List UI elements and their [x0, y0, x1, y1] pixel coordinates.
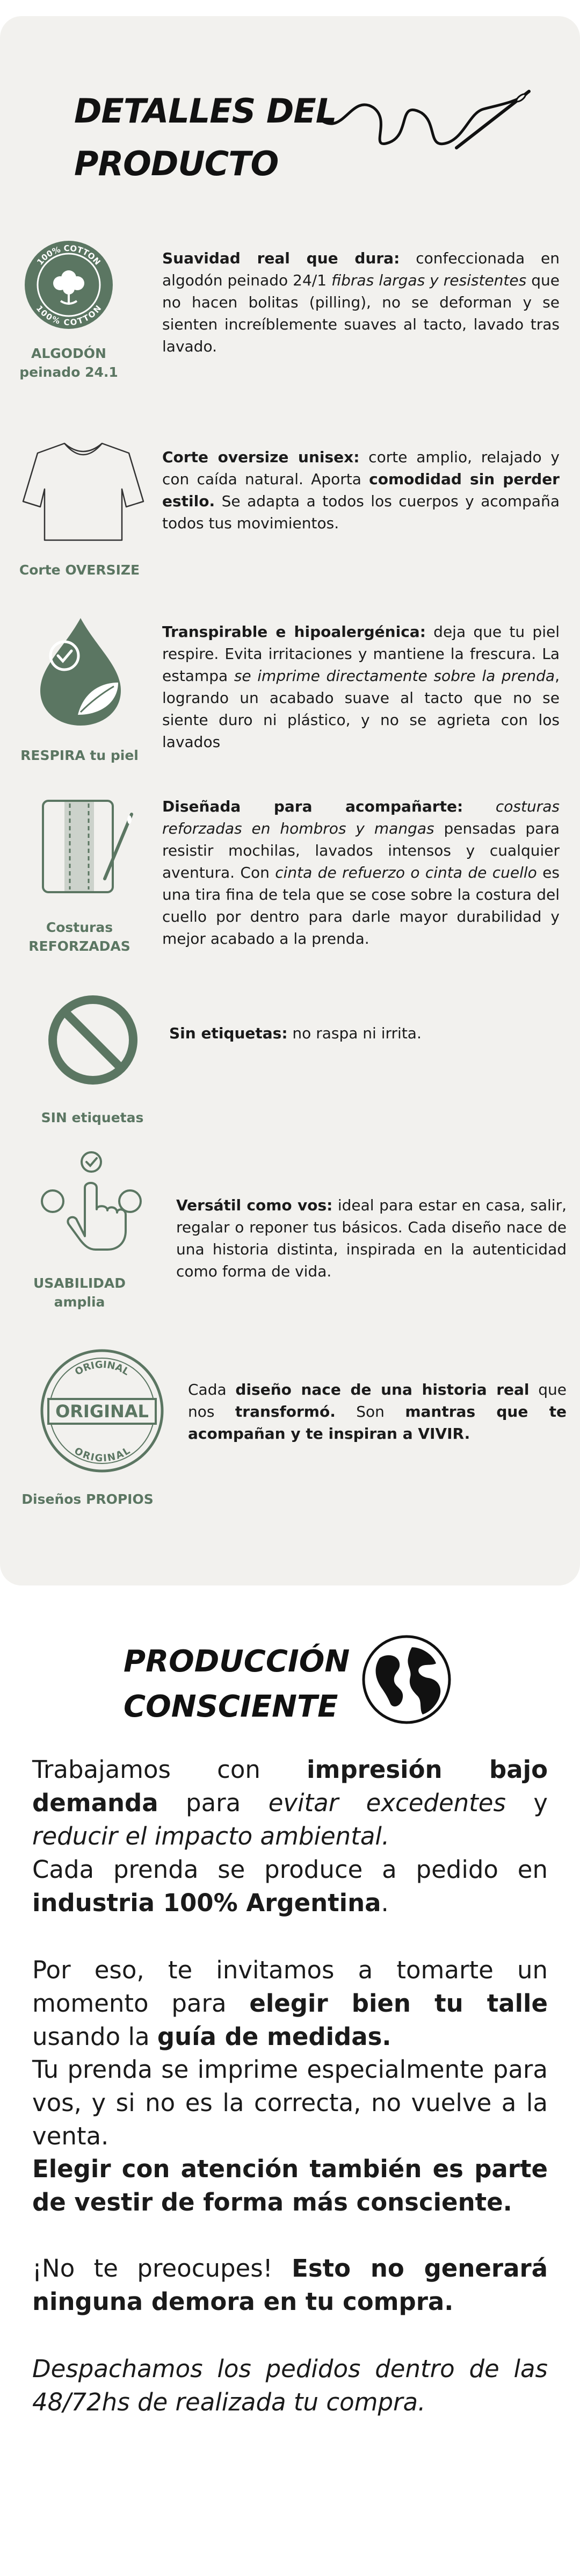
- feature-original: [21, 1344, 567, 1526]
- no-label-icon: [47, 994, 139, 1086]
- paragraph-6: [32, 2252, 548, 2319]
- globe-icon: [361, 1634, 452, 1725]
- stamp-text-top: ORIGINAL: [73, 1359, 132, 1378]
- text-run: Trabajamos con: [32, 1755, 307, 1784]
- feature-seams: [21, 795, 564, 989]
- feature-text-original: [188, 1379, 567, 1445]
- feature-cotton: [21, 231, 564, 408]
- text-run: usando la: [32, 2022, 157, 2051]
- text-run: [463, 798, 496, 815]
- caption-no-labels: SIN etiquetas: [41, 1110, 144, 1125]
- caption-original: Diseños PROPIOS: [21, 1491, 154, 1507]
- bold-text: mantras que te acompañan y te inspiran a VIVIR.: [188, 1403, 567, 1443]
- bold-text: comodidad sin perder estilo.: [162, 470, 560, 510]
- italic-text: Despachamos los pedidos dentro de las 48/72hs de realizada tu compra.: [32, 2355, 548, 2416]
- bold-text: transformó.: [235, 1403, 336, 1420]
- section2-title-line-1: PRODUCCIÓN: [124, 1644, 350, 1679]
- caption-breathable: RESPIRA tu piel: [20, 748, 139, 763]
- paragraph-1: [32, 1753, 548, 1853]
- drop-leaf-icon: [32, 615, 129, 728]
- paragraph-5: [32, 2152, 548, 2219]
- caption-cotton: ALGODÓN peinado 24.1: [19, 346, 118, 380]
- bold-text: industria 100% Argentina: [32, 1889, 381, 1917]
- paragraph-7: [32, 2352, 548, 2419]
- text-run: Son: [335, 1403, 405, 1420]
- title-line-1: DETALLES DEL: [74, 91, 337, 131]
- bold-text: Esto no generará ninguna demora en tu compra.: [32, 2254, 548, 2316]
- stitched-fabric-icon: [40, 798, 137, 895]
- feature-text-no-labels: [169, 1022, 567, 1044]
- bold-text: diseño nace de una historia real: [235, 1381, 530, 1398]
- svg-text:ORIGINAL: [72, 1445, 132, 1464]
- feature-text-versatile: [176, 1194, 567, 1282]
- text-run: , logrando un acabado suave al tacto que no se siente duro ni plástico, y no se agrieta con los lavados: [162, 667, 560, 751]
- bold-text: Transpirable e hipoalergénica:: [162, 623, 426, 641]
- caption-oversize: Corte OVERSIZE: [19, 562, 140, 578]
- section2-title: [124, 1639, 350, 1730]
- bold-text: guía de medidas.: [157, 2022, 392, 2051]
- bold-text: impresión bajo demanda: [32, 1755, 548, 1817]
- text-run: Por eso, te invitamos a tomarte un momento para: [32, 1956, 548, 2018]
- italic-text: cinta de refuerzo o cinta de cuello: [275, 864, 537, 881]
- paragraph-3: [32, 1954, 548, 2054]
- text-run: Cada prenda se produce a pedido en: [32, 1855, 548, 1884]
- original-stamp-icon: [38, 1346, 166, 1475]
- text-run: para: [158, 1789, 269, 1817]
- feature-text-cotton: [162, 247, 560, 357]
- feature-text-breathable: [162, 621, 560, 753]
- text-run: ¡No te preocupes!: [32, 2254, 292, 2283]
- feature-text-seams: [162, 795, 560, 950]
- italic-text: se imprime directamente sobre la prenda: [234, 667, 555, 685]
- feature-versatile: [21, 1150, 567, 1322]
- bold-text: elegir bien tu talle: [249, 1989, 548, 2018]
- section2-title-line-2: CONSCIENTE: [124, 1689, 338, 1724]
- text-run: no raspa ni irrita.: [287, 1024, 422, 1042]
- bold-text: Corte oversize unisex:: [162, 448, 360, 466]
- needle-thread-icon: [322, 83, 532, 159]
- hand-choice-icon: [38, 1150, 145, 1252]
- italic-text: evitar excedentes: [268, 1789, 506, 1817]
- feature-oversize: [21, 430, 564, 591]
- paragraph-2: [32, 1853, 548, 1920]
- stamp-text-center: ORIGINAL: [55, 1401, 149, 1422]
- caption-seams: Costuras REFORZADAS: [28, 920, 130, 954]
- text-run: confeccionada en algodón peinado 24/1: [162, 249, 560, 289]
- section-title: [74, 85, 336, 190]
- feature-text-oversize: [162, 446, 560, 534]
- text-run: pensadas para resistir mochilas, lavados intensos y cualquier aventura. Con: [162, 820, 560, 881]
- tshirt-icon: [19, 438, 148, 546]
- stamp-text-bottom: ORIGINAL: [72, 1445, 132, 1465]
- paragraph-4: [32, 2053, 548, 2153]
- italic-text: fibras largas y resistentes: [331, 271, 527, 289]
- badge-text-bottom: 100% COTTON: [34, 303, 104, 328]
- text-run: que nos: [188, 1381, 567, 1420]
- text-run: es una tira fina de tela que se cose sobre la costura del cuello por dentro para darle mayor durabilidad y mejor acabado a la prenda.: [162, 864, 560, 948]
- text-run: Tu prenda se imprime especialmente para vos, y si no es la correcta, no vuelve a la venta.: [32, 2055, 548, 2150]
- text-run: Cada: [188, 1381, 236, 1398]
- text-run: .: [381, 1889, 389, 1917]
- title-line-2: PRODUCTO: [74, 144, 279, 183]
- bold-text: Suavidad real que dura:: [162, 249, 400, 267]
- bold-text: Diseñada para acompañarte:: [162, 798, 463, 815]
- feature-breathable: [21, 613, 564, 779]
- badge-text-top: 100% COTTON: [35, 243, 103, 267]
- bold-text: Versátil como vos:: [176, 1196, 333, 1214]
- bold-text: Sin etiquetas:: [169, 1024, 288, 1042]
- cotton-badge-icon: [23, 239, 114, 331]
- text-run: que no hacen bolitas (pilling), no se deforman y se sienten increíblemente suaves al tacto, lavado tras lavado.: [162, 271, 560, 355]
- feature-no-labels: [21, 994, 564, 1145]
- bold-text: Elegir con atención también es parte de vestir de forma más consciente.: [32, 2155, 548, 2216]
- text-run: y: [505, 1789, 548, 1817]
- caption-versatile: USABILIDAD amplia: [33, 1275, 126, 1310]
- text-run: corte amplio, relajado y con caída natural. Aporta: [162, 448, 560, 488]
- italic-text: costuras reforzadas en hombros y mangas: [162, 798, 560, 837]
- text-run: Se adapta a todos los cuerpos y acompaña todos tus movimientos.: [162, 492, 560, 532]
- italic-text: reducir el impacto ambiental.: [32, 1822, 390, 1850]
- text-run: deja que tu piel respire. Evita irritaciones y mantiene la frescura. La estampa: [162, 623, 560, 685]
- text-run: ideal para estar en casa, salir, regalar o reponer tus básicos. Cada diseño nace de una historia distinta, inspirada en la autenticidad como forma de vida.: [176, 1196, 567, 1280]
